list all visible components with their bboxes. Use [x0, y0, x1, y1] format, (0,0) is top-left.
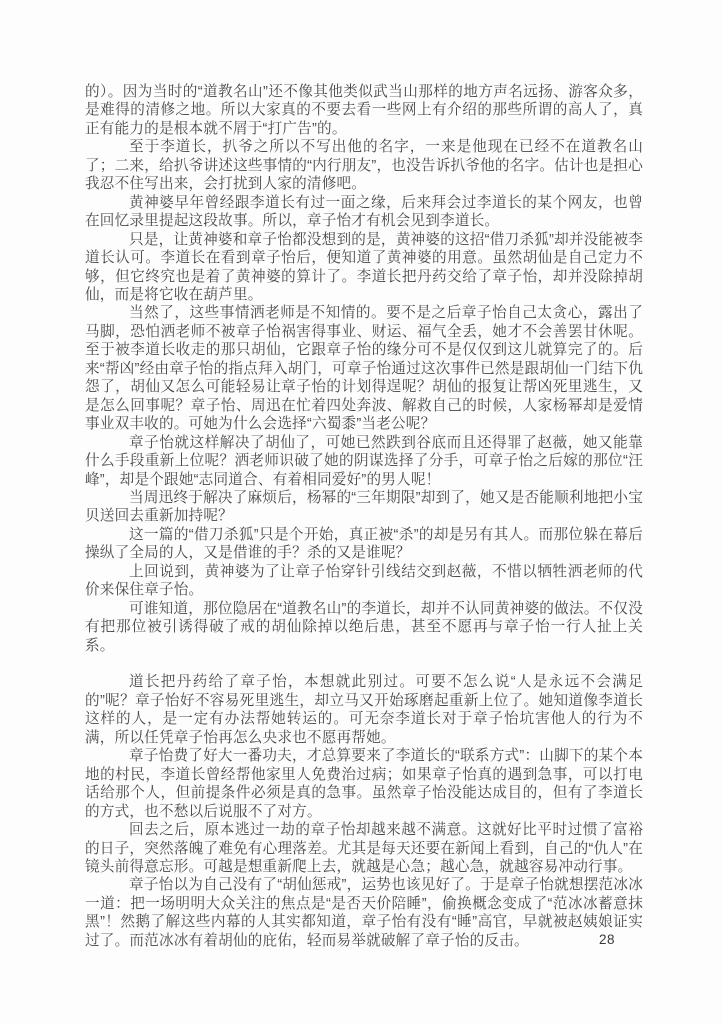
paragraph: 黄神婆早年曾经跟李道长有过一面之缘，后来拜会过李道长的某个网友，也曾在回忆录里提起这段故事。所以，章子怡才有机会见到李道长。: [85, 194, 643, 230]
paragraph: 上回说到，黄神婆为了让章子怡穿针引线结交到赵薇，不惜以牺牲洒老师的代价来保住章子怡。: [85, 563, 643, 599]
paragraph: 至于李道长，扒爷之所以不写出他的名字，一来是他现在已经不在道教名山了；二来，给扒爷讲述这些事情的“内行朋友”，也没告诉扒爷他的名字。估计也是担心我忍不住写出来，会打扰到人家的清修吧。: [85, 139, 643, 193]
paragraph: 的）。因为当时的“道教名山”还不像其他类似武当山那样的地方声名远扬、游客众多，是难得的清修之地。所以大家真的不要去看一些网上有介绍的那些所谓的高人了，真正有能力的是根本就不屑于“打广告”的。: [85, 84, 643, 137]
paragraph: 可谁知道，那位隐居在“道教名山”的李道长，却并不认同黄神婆的做法。不仅没有把那位被引诱得破了戒的胡仙除掉以绝后患，甚至不愿再与章子怡一行人扯上关系。: [85, 600, 643, 654]
paragraph: 章子怡以为自己没有了“胡仙惩戒”，运势也该见好了。于是章子怡就想摆范冰冰一道：把一场明明大众关注的焦点是“是否天价陪睡”，偷换概念变成了“范冰冰蓄意抹黑”！然鹅了解这些内幕的人其实都知道，章子怡有没有“睡”高官，早就被赵姨娘证实过了。而范冰冰有着胡仙的庇佑，轻而易举就破解了章子怡的反击。: [85, 877, 643, 949]
paragraph: 这一篇的“借刀杀狐”只是个开始，真正被“杀”的却是另有其人。而那位躲在幕后操纵了全局的人，又是借谁的手？杀的又是谁呢？: [85, 526, 643, 562]
paragraph: 回去之后，原本逃过一劫的章子怡却越来越不满意。这就好比平时过惯了富裕的日子，突然落魄了难免有心理落差。尤其是每天还要在新闻上看到，自己的“仇人”在镜头前得意忘形。可越是想重新爬上去，就越是心急；越心急，就越容易冲动行事。: [85, 822, 643, 876]
page-number: 28: [599, 932, 616, 947]
page-text: [85, 83, 643, 950]
paragraph: 只是，让黄神婆和章子怡都没想到的是，黄神婆的这招“借刀杀狐”却并没能被李道长认可。李道长在看到章子怡后，便知道了黄神婆的用意。虽然胡仙是自己定力不够，但它终究也是着了黄神婆的算计了。李道长把丹药交给了章子怡，却并没除掉胡仙，而是将它收在葫芦里。: [85, 231, 643, 303]
paragraph: 道长把丹药给了章子怡，本想就此别过。可要不怎么说“人是永远不会满足的”呢？章子怡好不容易死里逃生，却立马又开始琢磨起重新上位了。她知道像李道长这样的人，是一定有办法帮她转运的。可无奈李道长对于章子怡坑害他人的行为不满，所以任凭章子怡再怎么央求也不愿再帮她。: [85, 674, 643, 746]
paragraph: 章子怡就这样解决了胡仙了，可她已然跌到谷底而且还得罪了赵薇，她又能靠什么手段重新上位呢？洒老师识破了她的阴谋选择了分手，可章子怡之后嫁的那位“汪峰”，却是个跟她“志同道合、有着相同爱好”的男人呢！: [85, 434, 643, 488]
paragraph: 章子怡费了好大一番功夫，才总算要来了李道长的“联系方式”：山脚下的某个本地的村民，李道长曾经帮他家里人免费治过病；如果章子怡真的遇到急事，可以打电话给那个人，但前提条件必须是真的急事。虽然章子怡没能达成目的，但有了李道长的方式，也不愁以后说服不了对方。: [85, 748, 643, 820]
paragraph: 当然了，这些事情洒老师是不知情的。要不是之后章子怡自己太贪心，露出了马脚，恐怕洒老师不被章子怡祸害得事业、财运、福气全丢，她才不会善罢甘休呢。至于被李道长收走的那只胡仙，它跟章子怡的缘分可不是仅仅到这儿就算完了的。后来“帮凶”经由章子怡的指点拜入胡门，可章子怡通过这次事件已然是跟胡仙一门结下仇怨了，胡仙又怎么可能轻易让章子怡的计划得逞呢？胡仙的报复让帮凶死里逃生，又是怎么回事呢？章子怡、周迅在忙着四处奔波、解救自己的时候，人家杨幂却是爱情事业双丰收的。可她为什么会选择“六蜀黍”当老公呢？: [85, 305, 643, 433]
paragraph: 当周迅终于解决了麻烦后，杨幂的“三年期限”却到了，她又是否能顺利地把小宝贝送回去重新加持呢？: [85, 489, 643, 525]
paragraph-spacer: [85, 655, 643, 673]
